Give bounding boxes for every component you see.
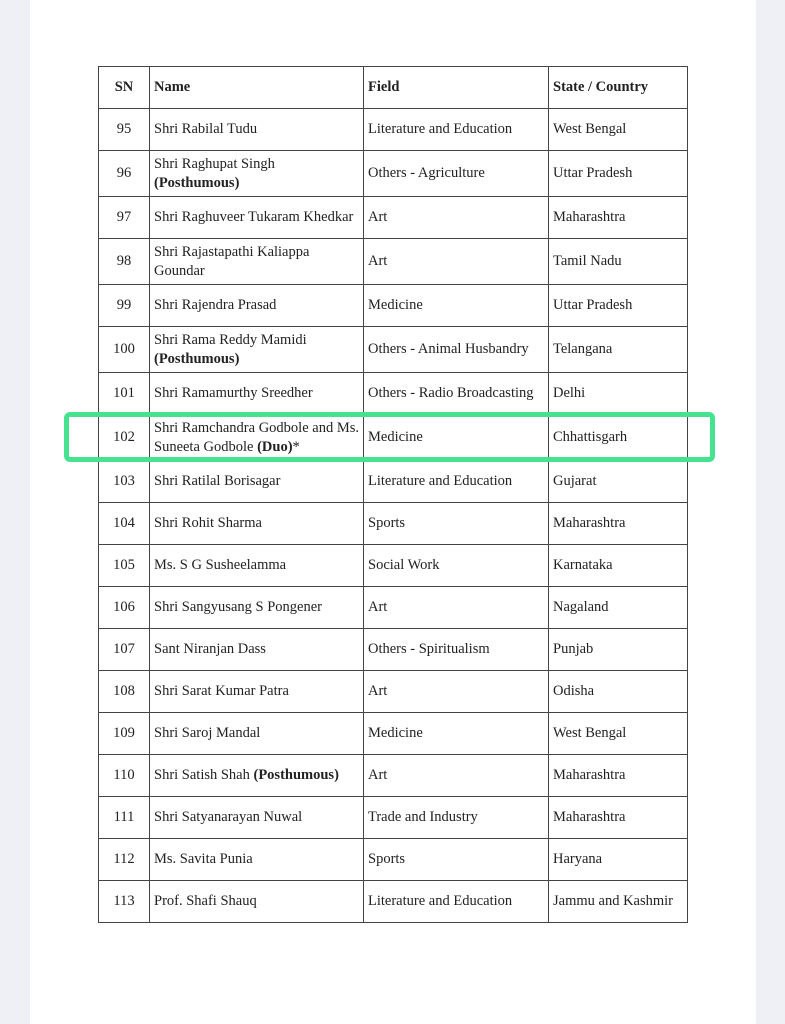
cell-name xyxy=(150,713,364,755)
cell-state: West Bengal xyxy=(549,713,688,755)
cell-field: Trade and Industry xyxy=(364,797,549,839)
table-row xyxy=(99,461,688,503)
header-sn: SN xyxy=(99,67,150,109)
cell-name xyxy=(150,755,364,797)
cell-state: Uttar Pradesh xyxy=(549,285,688,327)
awardee-note: (Posthumous) xyxy=(154,174,240,191)
cell-field: Art xyxy=(364,197,549,239)
cell-state: Tamil Nadu xyxy=(549,239,688,285)
awardee-name: Shri Sarat Kumar Patra xyxy=(154,683,289,699)
awardee-name: Shri Rama Reddy Mamidi xyxy=(154,331,307,348)
cell-sn: 107 xyxy=(99,629,150,671)
awardee-name: Shri Sangyusang S Pongener xyxy=(154,599,322,615)
cell-field: Art xyxy=(364,671,549,713)
awardee-name: Shri Raghuveer Tukaram Khedkar xyxy=(154,209,354,225)
awardee-footnote-mark: * xyxy=(292,438,300,455)
cell-field: Art xyxy=(364,587,549,629)
cell-name xyxy=(150,881,364,923)
table-row xyxy=(99,327,688,373)
cell-name xyxy=(150,629,364,671)
awardee-name: Shri Saroj Mandal xyxy=(154,725,261,741)
table-row xyxy=(99,881,688,923)
cell-state: Delhi xyxy=(549,373,688,415)
awardee-name: Shri Raghupat Singh xyxy=(154,155,275,172)
cell-sn: 108 xyxy=(99,671,150,713)
cell-sn: 97 xyxy=(99,197,150,239)
cell-name xyxy=(150,109,364,151)
cell-name xyxy=(150,839,364,881)
cell-sn: 102 xyxy=(99,415,150,461)
cell-name xyxy=(150,415,364,461)
awardee-name: Shri Rohit Sharma xyxy=(154,515,262,531)
table-row xyxy=(99,755,688,797)
cell-field: Social Work xyxy=(364,545,549,587)
cell-sn: 111 xyxy=(99,797,150,839)
table-row xyxy=(99,713,688,755)
awardee-name: Shri Satish Shah xyxy=(154,767,250,783)
cell-name xyxy=(150,587,364,629)
cell-state: Punjab xyxy=(549,629,688,671)
cell-name xyxy=(150,671,364,713)
header-state: State / Country xyxy=(549,67,688,109)
cell-field: Art xyxy=(364,755,549,797)
table-row xyxy=(99,285,688,327)
awardee-name: Shri Ramamurthy Sreedher xyxy=(154,385,313,401)
table-row xyxy=(99,587,688,629)
table-row xyxy=(99,239,688,285)
cell-sn: 101 xyxy=(99,373,150,415)
cell-sn: 104 xyxy=(99,503,150,545)
header-field: Field xyxy=(364,67,549,109)
cell-field: Art xyxy=(364,239,549,285)
cell-field: Others - Spiritualism xyxy=(364,629,549,671)
awardees-table xyxy=(98,66,688,923)
cell-field: Sports xyxy=(364,503,549,545)
cell-state: Odisha xyxy=(549,671,688,713)
cell-field: Others - Agriculture xyxy=(364,151,549,197)
cell-sn: 105 xyxy=(99,545,150,587)
cell-sn: 110 xyxy=(99,755,150,797)
cell-field: Literature and Education xyxy=(364,461,549,503)
cell-state: Maharashtra xyxy=(549,797,688,839)
cell-name xyxy=(150,285,364,327)
cell-field: Sports xyxy=(364,839,549,881)
cell-field: Medicine xyxy=(364,415,549,461)
table-row xyxy=(99,797,688,839)
cell-name xyxy=(150,151,364,197)
cell-sn: 106 xyxy=(99,587,150,629)
cell-state: West Bengal xyxy=(549,109,688,151)
cell-field: Literature and Education xyxy=(364,109,549,151)
cell-state: Nagaland xyxy=(549,587,688,629)
cell-state: Jammu and Kashmir xyxy=(549,881,688,923)
cell-state: Karnataka xyxy=(549,545,688,587)
table-row xyxy=(99,415,688,461)
table-header-row xyxy=(99,67,688,109)
table-row xyxy=(99,197,688,239)
cell-sn: 109 xyxy=(99,713,150,755)
awardee-name: Shri Satyanarayan Nuwal xyxy=(154,809,303,825)
cell-state: Haryana xyxy=(549,839,688,881)
awardee-name: Ms. Savita Punia xyxy=(154,851,253,867)
cell-state: Uttar Pradesh xyxy=(549,151,688,197)
cell-sn: 103 xyxy=(99,461,150,503)
cell-name xyxy=(150,327,364,373)
table-row xyxy=(99,151,688,197)
awardee-note: (Duo) xyxy=(257,438,293,455)
table-row xyxy=(99,839,688,881)
header-name: Name xyxy=(150,67,364,109)
cell-state: Maharashtra xyxy=(549,755,688,797)
cell-name xyxy=(150,373,364,415)
awardee-note: (Posthumous) xyxy=(253,767,339,783)
cell-sn: 96 xyxy=(99,151,150,197)
awardee-name: Shri Rajendra Prasad xyxy=(154,297,277,313)
cell-name xyxy=(150,503,364,545)
cell-name xyxy=(150,461,364,503)
cell-state: Chhattisgarh xyxy=(549,415,688,461)
cell-field: Medicine xyxy=(364,285,549,327)
cell-name xyxy=(150,197,364,239)
awardee-name: Ms. S G Susheelamma xyxy=(154,557,287,573)
cell-field: Others - Radio Broadcasting xyxy=(364,373,549,415)
cell-sn: 99 xyxy=(99,285,150,327)
table-row xyxy=(99,109,688,151)
cell-sn: 113 xyxy=(99,881,150,923)
cell-state: Maharashtra xyxy=(549,503,688,545)
awardee-name: Prof. Shafi Shauq xyxy=(154,893,257,909)
awardee-name: Shri Ramchandra Godbole and Ms. Suneeta Godbole xyxy=(154,419,359,455)
cell-state: Maharashtra xyxy=(549,197,688,239)
cell-field: Others - Animal Husbandry xyxy=(364,327,549,373)
table-row xyxy=(99,373,688,415)
cell-sn: 100 xyxy=(99,327,150,373)
table-row xyxy=(99,545,688,587)
awardee-name: Shri Ratilal Borisagar xyxy=(154,473,281,489)
cell-name xyxy=(150,239,364,285)
table-row xyxy=(99,629,688,671)
table-row xyxy=(99,503,688,545)
cell-field: Medicine xyxy=(364,713,549,755)
cell-sn: 112 xyxy=(99,839,150,881)
cell-name xyxy=(150,545,364,587)
cell-name xyxy=(150,797,364,839)
awardee-note: (Posthumous) xyxy=(154,350,240,367)
cell-state: Gujarat xyxy=(549,461,688,503)
cell-field: Literature and Education xyxy=(364,881,549,923)
cell-state: Telangana xyxy=(549,327,688,373)
cell-sn: 95 xyxy=(99,109,150,151)
awardee-name: Sant Niranjan Dass xyxy=(154,641,266,657)
awardee-name: Shri Rajastapathi Kaliappa Goundar xyxy=(154,243,310,279)
awardee-name: Shri Rabilal Tudu xyxy=(154,121,258,137)
cell-sn: 98 xyxy=(99,239,150,285)
table-row xyxy=(99,671,688,713)
